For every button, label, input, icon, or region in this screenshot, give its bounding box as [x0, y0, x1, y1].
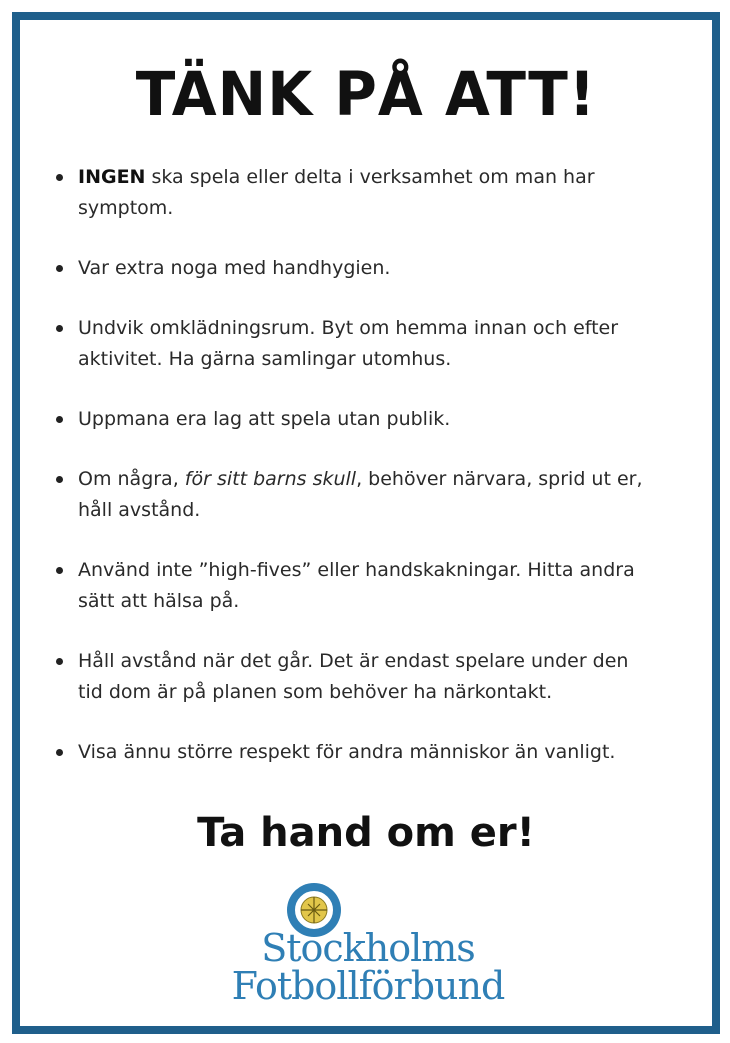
list-item	[54, 646, 664, 708]
item-text-line2: aktivitet. Ha gärna samlingar utomhus.	[78, 348, 452, 370]
bullet-icon	[56, 416, 63, 423]
advice-list	[54, 162, 664, 797]
item-text-line2: symptom.	[78, 197, 174, 219]
list-item	[54, 253, 664, 284]
list-item	[54, 404, 664, 435]
item-text: Använd inte ”high-fives” eller handskakningar. Hitta andra	[78, 559, 635, 581]
italic-text: för sitt barns skull	[184, 468, 357, 490]
list-item	[54, 555, 664, 617]
item-text: Var extra noga med handhygien.	[78, 257, 391, 279]
bullet-icon	[56, 325, 63, 332]
item-text-line2: sätt att hälsa på.	[78, 590, 240, 612]
federation-logo	[208, 882, 528, 1008]
item-text: ska spela eller delta i verksamhet om man har	[145, 166, 595, 188]
page-title: TÄNK PÅ ATT!	[135, 58, 597, 130]
poster-frame	[12, 12, 720, 1034]
item-text: Visa ännu större respekt för andra människor än vanligt.	[78, 741, 616, 763]
item-text: Undvik omklädningsrum. Byt om hemma innan och efter	[78, 317, 619, 339]
item-text-line2: tid dom är på planen som behöver ha närkontakt.	[78, 681, 553, 703]
logo-text-line2: Fotbollförbund	[231, 964, 505, 1008]
bullet-icon	[56, 567, 63, 574]
item-text-after: , behöver närvara, sprid ut er,	[356, 468, 643, 490]
logo-text-line1: Stockholms	[261, 926, 475, 970]
list-item	[54, 737, 664, 768]
item-text-line2: håll avstånd.	[78, 499, 201, 521]
closing-slogan: Ta hand om er!	[197, 810, 535, 856]
emphasis-text: INGEN	[78, 166, 146, 188]
list-item	[54, 162, 664, 224]
bullet-icon	[56, 265, 63, 272]
item-text: Håll avstånd när det går. Det är endast spelare under den	[78, 650, 629, 672]
bullet-icon	[56, 476, 63, 483]
list-item	[54, 464, 664, 526]
item-text: Uppmana era lag att spela utan publik.	[78, 408, 451, 430]
list-item	[54, 313, 664, 375]
bullet-icon	[56, 749, 63, 756]
bullet-icon	[56, 174, 63, 181]
item-text: Om några,	[78, 468, 185, 490]
bullet-icon	[56, 658, 63, 665]
